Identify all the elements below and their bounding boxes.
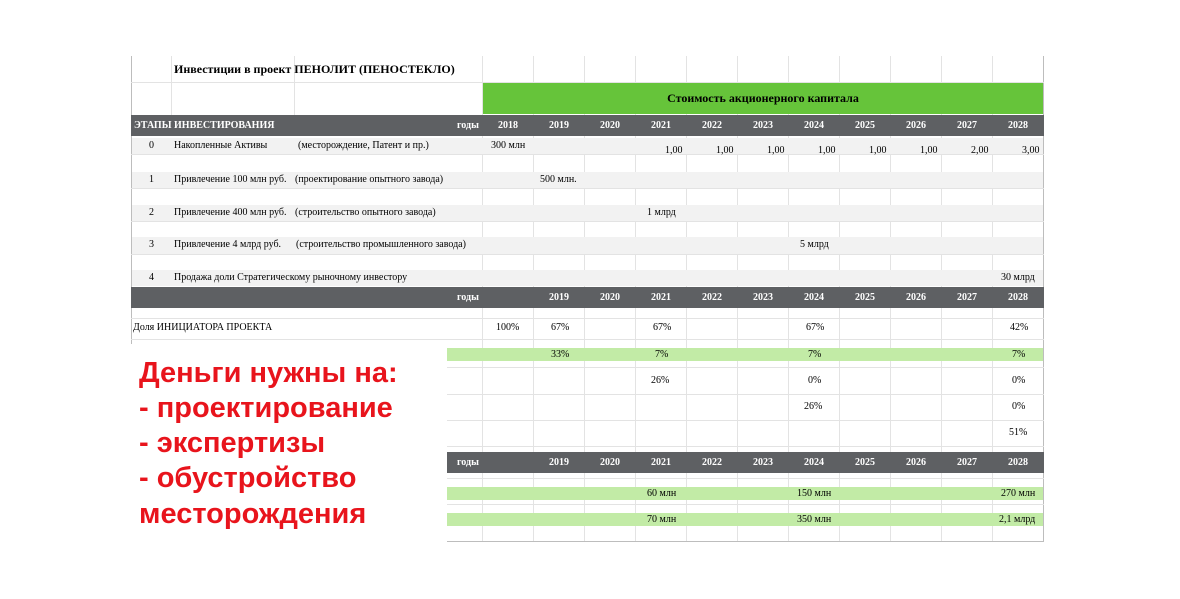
year-2026: 2026: [906, 292, 926, 303]
grid-row-line: [131, 339, 1044, 340]
value-green-row-1: [447, 487, 1043, 500]
share-row2-2024: 7%: [808, 349, 822, 360]
share-row3-2021: 26%: [651, 375, 670, 386]
stage-1-number: 1: [149, 174, 154, 185]
year-2018: 2018: [498, 120, 518, 131]
share-row5-2028: 51%: [1009, 427, 1028, 438]
year-2022: 2022: [702, 457, 722, 468]
initiator-share-label: Доля ИНИЦИАТОРА ПРОЕКТА: [133, 322, 273, 333]
year-2025: 2025: [855, 120, 875, 131]
year-2028: 2028: [1008, 292, 1028, 303]
multiplier-2026: 1,00: [920, 145, 938, 156]
value-row2-2024: 350 млн: [797, 514, 832, 525]
grid-row-line: [447, 367, 1044, 368]
year-2019: 2019: [549, 120, 569, 131]
share-2018: 100%: [496, 322, 520, 333]
value-row1-2028: 270 млн: [1001, 488, 1036, 499]
stage-1-detail: (проектирование опытного завода): [295, 174, 444, 185]
stage-3-detail: (строительство промышленного завода): [296, 239, 466, 250]
stages-header-label: ЭТАПЫ ИНВЕСТИРОВАНИЯ: [134, 120, 275, 131]
stage-3-amount: 5 млрд: [800, 239, 829, 250]
callout-item-deposit: месторождения: [139, 498, 367, 530]
year-2023: 2023: [753, 292, 773, 303]
callout-heading: Деньги нужны на:: [139, 357, 398, 389]
value-row1-2021: 60 млн: [647, 488, 677, 499]
years-label: годы: [457, 292, 479, 303]
share-row4-2028: 0%: [1012, 401, 1026, 412]
stage-4-amount: 30 млрд: [1001, 272, 1035, 283]
callout-item-development: - обустройство: [139, 462, 357, 494]
grid-bottom-border: [447, 541, 1044, 542]
grid-row-line: [447, 446, 1044, 447]
callout-item-design: - проектирование: [139, 392, 393, 424]
share-green-row: [447, 348, 1043, 361]
grid-row-line: [131, 154, 1044, 155]
years-label: годы: [457, 120, 479, 131]
share-row3-2024: 0%: [808, 375, 822, 386]
green-banner-title: Стоимость акционерного капитала: [667, 91, 859, 105]
stage-1-name: Привлечение 100 млн руб.: [174, 174, 287, 185]
grid-row-line: [131, 221, 1044, 222]
year-2022: 2022: [702, 120, 722, 131]
header-bar-years-3: [447, 452, 1044, 473]
grid-row-line: [131, 188, 1044, 189]
grid-row-line: [131, 254, 1044, 255]
stage-0-number: 0: [149, 140, 154, 151]
year-2019: 2019: [549, 457, 569, 468]
multiplier-2022: 1,00: [716, 145, 734, 156]
year-2020: 2020: [600, 120, 620, 131]
grid-row-line: [447, 394, 1044, 395]
multiplier-2027: 2,00: [971, 145, 989, 156]
share-2021: 67%: [653, 322, 672, 333]
year-2021: 2021: [651, 120, 671, 131]
year-2027: 2027: [957, 120, 977, 131]
multiplier-2024: 1,00: [818, 145, 836, 156]
value-row2-2028: 2,1 млрд: [999, 514, 1036, 525]
year-2020: 2020: [600, 457, 620, 468]
year-2021: 2021: [651, 292, 671, 303]
year-2028: 2028: [1008, 457, 1028, 468]
year-2025: 2025: [855, 292, 875, 303]
grid-row-line: [447, 420, 1044, 421]
stage-0-amount: 300 млн: [491, 140, 526, 151]
stage-1-amount: 500 млн.: [540, 174, 577, 185]
year-2027: 2027: [957, 292, 977, 303]
year-2028: 2028: [1008, 120, 1028, 131]
stage-2-number: 2: [149, 207, 154, 218]
stage-4-number: 4: [149, 272, 154, 283]
stage-0-name: Накопленные Активы: [174, 140, 268, 151]
share-2019: 67%: [551, 322, 570, 333]
value-row2-2021: 70 млн: [647, 514, 677, 525]
stage-3-number: 3: [149, 239, 154, 250]
grid-row-line: [447, 504, 1044, 505]
year-2024: 2024: [804, 120, 824, 131]
stage-2-detail: (строительство опытного завода): [295, 207, 436, 218]
callout-item-expertise: - экспертизы: [139, 427, 326, 459]
year-2024: 2024: [804, 457, 824, 468]
grid-col-line: [171, 56, 172, 116]
stage-4-name: Продажа доли Стратегическому рыночному инвестору: [174, 272, 408, 283]
year-2027: 2027: [957, 457, 977, 468]
share-row3-2028: 0%: [1012, 375, 1026, 386]
stage-2-name: Привлечение 400 млн руб.: [174, 207, 287, 218]
year-2026: 2026: [906, 120, 926, 131]
value-row1-2024: 150 млн: [797, 488, 832, 499]
year-2026: 2026: [906, 457, 926, 468]
share-row2-2019: 33%: [551, 349, 570, 360]
value-green-row-2: [447, 513, 1043, 526]
share-row4-2024: 26%: [804, 401, 823, 412]
stage-row-0-bg: [132, 138, 1043, 154]
year-2021: 2021: [651, 457, 671, 468]
share-row2-2021: 7%: [655, 349, 669, 360]
stage-0-detail: (месторождение, Патент и пр.): [298, 140, 429, 151]
share-2028: 42%: [1010, 322, 1029, 333]
stage-3-name: Привлечение 4 млрд руб.: [174, 239, 282, 250]
stage-2-amount: 1 млрд: [647, 207, 676, 218]
year-2023: 2023: [753, 457, 773, 468]
multiplier-2023: 1,00: [767, 145, 785, 156]
year-2024: 2024: [804, 292, 824, 303]
year-2022: 2022: [702, 292, 722, 303]
green-banner: [483, 83, 1043, 114]
money-needed-callout: [131, 344, 447, 542]
grid-row-line: [447, 478, 1044, 479]
share-row2-2028: 7%: [1012, 349, 1026, 360]
multiplier-2028: 3,00: [1022, 145, 1040, 156]
multiplier-2025: 1,00: [869, 145, 887, 156]
year-2023: 2023: [753, 120, 773, 131]
year-2025: 2025: [855, 457, 875, 468]
year-2019: 2019: [549, 292, 569, 303]
year-2020: 2020: [600, 292, 620, 303]
multiplier-2021: 1,00: [665, 145, 683, 156]
share-2024: 67%: [806, 322, 825, 333]
years-label: годы: [457, 457, 479, 468]
grid-row-line: [131, 318, 1044, 319]
sheet-title: Инвестиции в проект ПЕНОЛИТ (ПЕНОСТЕКЛО): [174, 62, 455, 76]
